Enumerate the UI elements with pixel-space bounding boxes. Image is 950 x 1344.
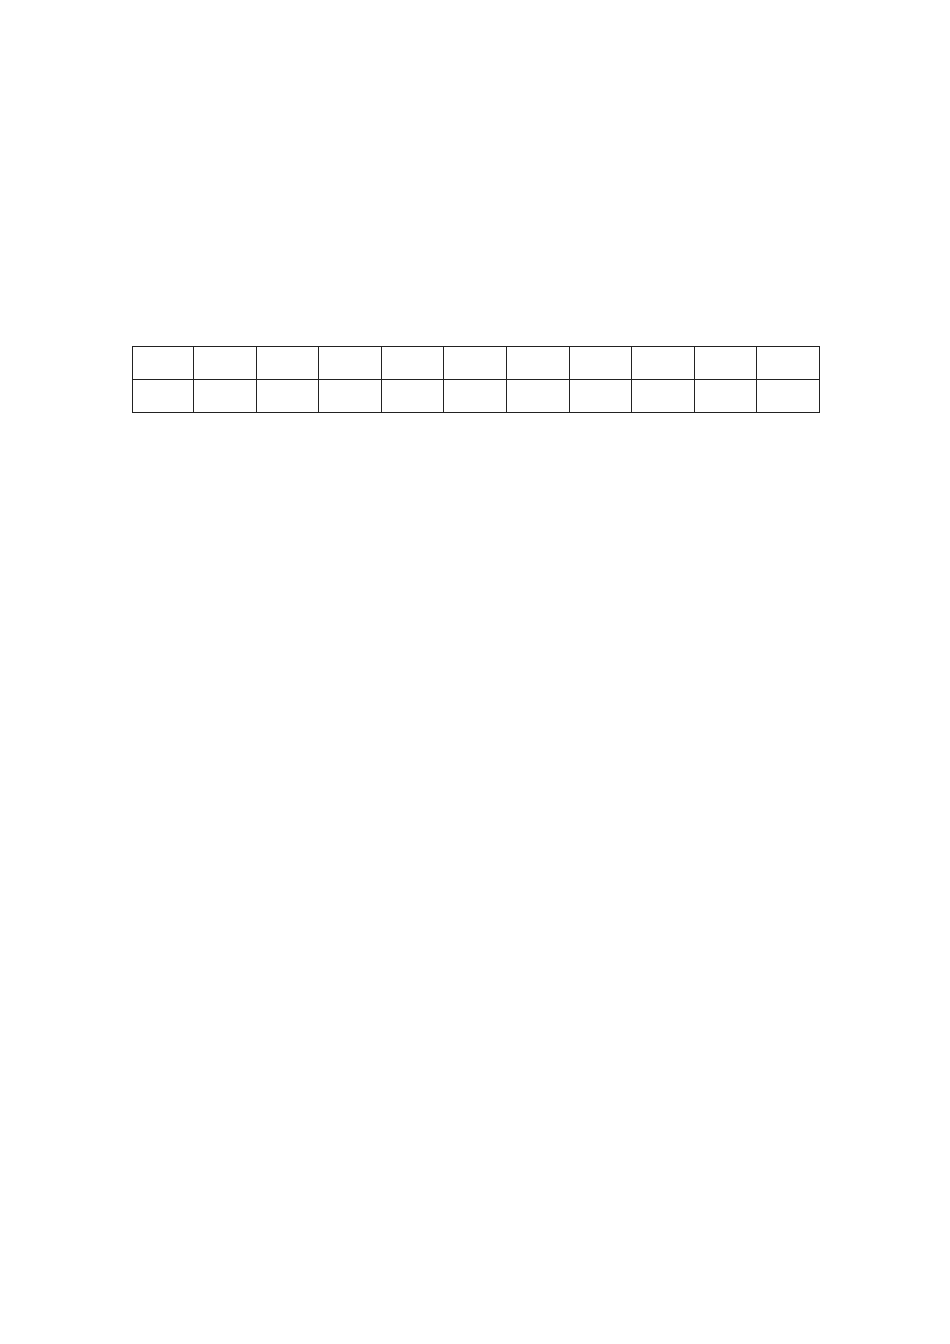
table-header-answer (133, 380, 194, 413)
table-cell (506, 347, 569, 380)
answer-cell[interactable] (381, 380, 444, 413)
table-row (133, 380, 820, 413)
table-cell (319, 347, 382, 380)
table-cell (757, 347, 820, 380)
answer-table (132, 346, 820, 413)
answer-cell[interactable] (256, 380, 319, 413)
table-cell (632, 347, 695, 380)
table-cell (694, 347, 757, 380)
answer-cell[interactable] (194, 380, 257, 413)
answer-cell[interactable] (506, 380, 569, 413)
table-row (133, 347, 820, 380)
table-header-number (133, 347, 194, 380)
table-cell (256, 347, 319, 380)
answer-cell[interactable] (319, 380, 382, 413)
table-cell (194, 347, 257, 380)
answer-cell[interactable] (569, 380, 632, 413)
answer-cell[interactable] (632, 380, 695, 413)
table-cell (569, 347, 632, 380)
answer-cell[interactable] (694, 380, 757, 413)
answer-cell[interactable] (757, 380, 820, 413)
answer-cell[interactable] (444, 380, 507, 413)
table-cell (444, 347, 507, 380)
table-cell (381, 347, 444, 380)
